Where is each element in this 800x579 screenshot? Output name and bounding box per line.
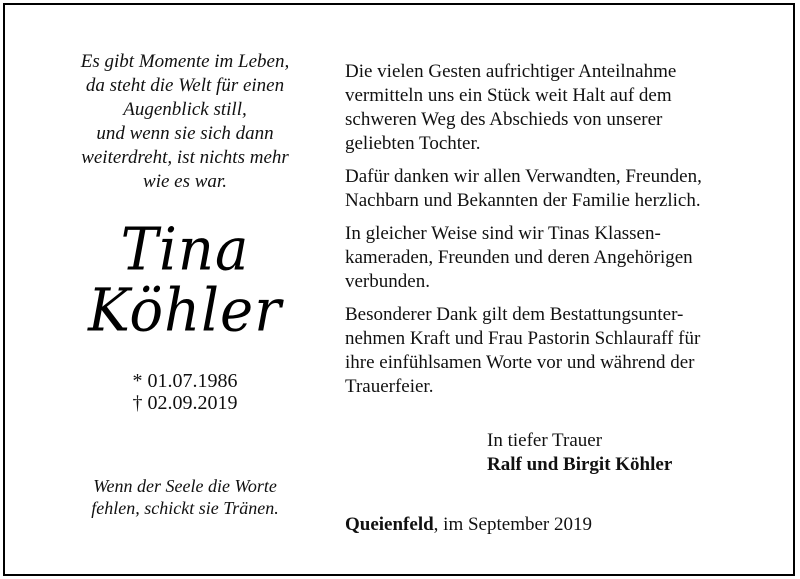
obituary-card bbox=[3, 3, 795, 576]
death-date: † 02.09.2019 bbox=[132, 392, 238, 414]
text-line: Besonderer Dank gilt dem Bestattungsunter- bbox=[345, 304, 684, 325]
quote-line: fehlen, schickt sie Tränen. bbox=[91, 498, 279, 518]
text-line: nehmen Kraft und Frau Pastorin Schlauraff für bbox=[345, 328, 701, 349]
text-line: Trauerfeier. bbox=[345, 376, 434, 397]
last-name: Köhler bbox=[88, 276, 282, 346]
text-line: kameraden, Freunden und deren Angehörigen bbox=[345, 247, 693, 268]
signature bbox=[487, 429, 672, 477]
text-line: Nachbarn und Bekannten der Familie herzlich. bbox=[345, 190, 701, 211]
text-line: Dafür danken wir allen Verwandten, Freunden, bbox=[345, 166, 702, 187]
poem-line: wie es war. bbox=[143, 171, 227, 192]
text-line: geliebten Tochter. bbox=[345, 133, 481, 154]
first-name: Tina bbox=[120, 215, 250, 285]
place-town: Queienfeld bbox=[345, 514, 434, 535]
text-line: Die vielen Gesten aufrichtiger Anteilnahme bbox=[345, 61, 677, 82]
place-date-text: , im September 2019 bbox=[433, 514, 592, 535]
text-line: schweren Weg des Abschieds von unserer bbox=[345, 109, 663, 130]
place-date bbox=[345, 513, 592, 537]
text-line: ihre einfühlsamen Worte vor und während der bbox=[345, 352, 695, 373]
poem-line: weiterdreht, ist nichts mehr bbox=[81, 147, 289, 168]
signature-intro: In tiefer Trauer bbox=[487, 430, 603, 451]
text-line: verbunden. bbox=[345, 271, 430, 292]
poem-line: Augenblick still, bbox=[123, 99, 247, 120]
poem-line: Es gibt Momente im Leben, bbox=[80, 51, 290, 72]
deceased-name bbox=[45, 215, 325, 346]
birth-date: * 01.07.1986 bbox=[132, 370, 238, 392]
text-line: vermitteln uns ein Stück weit Halt auf dem bbox=[345, 85, 672, 106]
text-line: In gleicher Weise sind wir Tinas Klassen- bbox=[345, 223, 661, 244]
closing-quote bbox=[45, 475, 325, 519]
poem-line: und wenn sie sich dann bbox=[96, 123, 274, 144]
thanks-text bbox=[345, 51, 785, 408]
life-dates bbox=[45, 370, 325, 414]
quote-line: Wenn der Seele die Worte bbox=[93, 476, 277, 496]
signature-names: Ralf und Birgit Köhler bbox=[487, 454, 673, 475]
poem bbox=[45, 50, 325, 194]
poem-line: da steht die Welt für einen bbox=[85, 75, 285, 96]
